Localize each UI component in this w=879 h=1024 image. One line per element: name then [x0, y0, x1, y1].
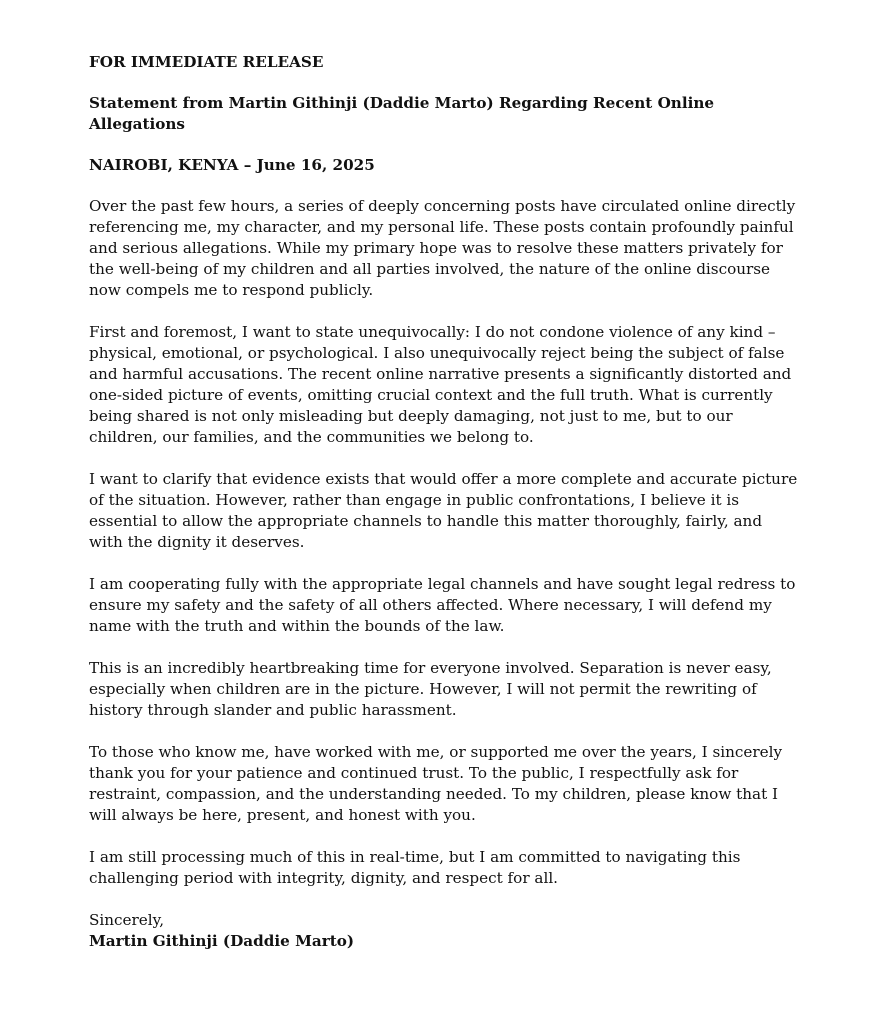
paragraph-line: Over the past few hours, a series of deeply concerning posts have circulated online directly [89, 197, 796, 215]
paragraph-line: one-sided picture of events, omitting crucial context and the full truth. What is currently [89, 386, 773, 404]
paragraph-line: physical, emotional, or psychological. I also unequivocally reject being the subject of false [89, 344, 785, 362]
paragraph-line: now compels me to respond publicly. [89, 281, 374, 299]
paragraph-line: history through slander and public harassment. [89, 701, 457, 719]
paragraph-line: referencing me, my character, and my personal life. These posts contain profoundly painful [89, 218, 794, 236]
paragraph [89, 196, 796, 301]
paragraph-line: ensure my safety and the safety of all others affected. Where necessary, I will defend my [89, 596, 772, 614]
paragraph-line: restraint, compassion, and the understanding needed. To my children, please know that I [89, 785, 779, 803]
paragraph-line: thank you for your patience and continued trust. To the public, I respectfully ask for [89, 764, 739, 782]
paragraph-line: of the situation. However, rather than engage in public confrontations, I believe it is [89, 491, 740, 509]
paragraph-line: children, our families, and the communities we belong to. [89, 428, 534, 446]
paragraph-line: name with the truth and within the bounds of the law. [89, 617, 505, 635]
paragraph-line: especially when children are in the picture. However, I will not permit the rewriting of [89, 680, 757, 698]
paragraph-line: I want to clarify that evidence exists that would offer a more complete and accurate picture [89, 470, 798, 488]
paragraph-line: being shared is not only misleading but deeply damaging, not just to me, but to our [89, 407, 733, 425]
signature-name: Martin Githinji (Daddie Marto) [89, 932, 355, 950]
paragraph-line: with the dignity it deserves. [89, 533, 305, 551]
paragraph-line: and harmful accusations. The recent online narrative presents a significantly distorted and [89, 365, 792, 383]
paragraph [89, 847, 789, 889]
salutation: Sincerely, [89, 911, 165, 929]
closing-block [89, 910, 789, 952]
paragraph-line: essential to allow the appropriate channels to handle this matter thoroughly, fairly, and [89, 512, 763, 530]
paragraph-line: First and foremost, I want to state unequivocally: I do not condone violence of any kind – [89, 323, 776, 341]
paragraph-line: challenging period with integrity, dignity, and respect for all. [89, 869, 558, 887]
dateline: NAIROBI, KENYA – June 16, 2025 [89, 156, 375, 174]
paragraph-line: This is an incredibly heartbreaking time for everyone involved. Separation is never easy, [89, 659, 772, 677]
paragraph [89, 469, 798, 553]
paragraph-line: I am cooperating fully with the appropriate legal channels and have sought legal redress to [89, 575, 796, 593]
paragraph-line: To those who know me, have worked with me, or supported me over the years, I sincerely [89, 743, 783, 761]
statement-title: Statement from Martin Githinji (Daddie Marto) Regarding Recent Online Allegations [89, 94, 715, 133]
paragraph [89, 322, 792, 448]
paragraph [89, 742, 789, 826]
paragraph-line: the well-being of my children and all parties involved, the nature of the online discourse [89, 260, 771, 278]
paragraph-line: I am still processing much of this in real-time, but I am committed to navigating this [89, 848, 741, 866]
release-label: FOR IMMEDIATE RELEASE [89, 53, 324, 71]
paragraph [89, 658, 789, 721]
paragraph-line: and serious allegations. While my primary hope was to resolve these matters privately for [89, 239, 783, 257]
paragraph [89, 574, 796, 637]
press-release [89, 52, 798, 952]
paragraph-line: will always be here, present, and honest with you. [89, 806, 476, 824]
